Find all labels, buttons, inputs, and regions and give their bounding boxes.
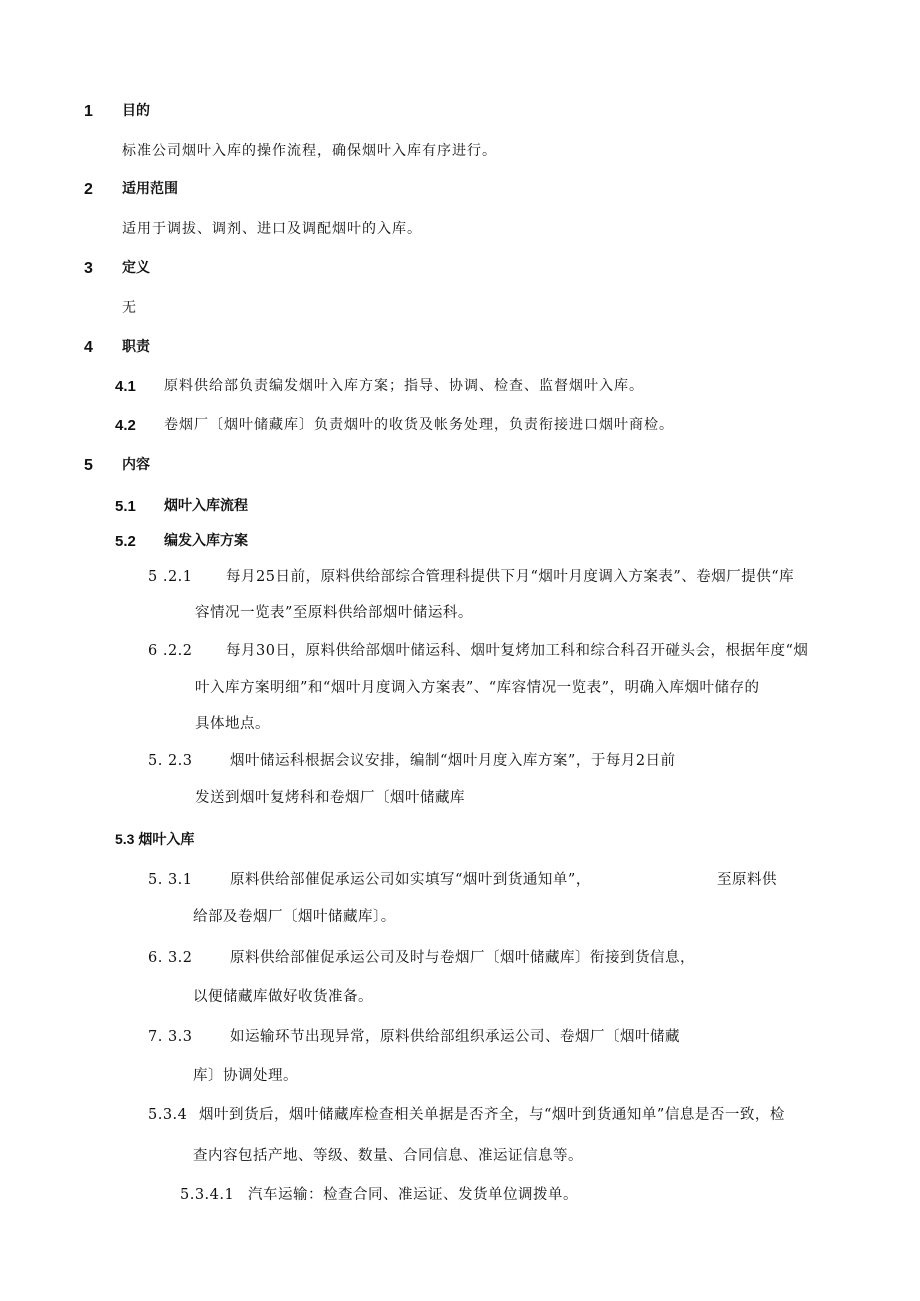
item-4-2-text: 卷烟厂〔烟叶储藏库〕负责烟叶的收货及帐务处理，负责衔接进口烟叶商检。 <box>164 417 674 433</box>
item-5-2-2-number: 6 .2.2 <box>148 643 193 659</box>
item-5-3-4-1-line1: 汽车运输：检查合同、准运证、发货单位调拨单。 <box>248 1187 578 1203</box>
subsection-5-1-number: 5.1 <box>115 498 136 515</box>
item-5-3-3-line2: 库〕协调处理。 <box>193 1068 298 1084</box>
section-4-title: 职责 <box>122 339 150 355</box>
section-3-text: 无 <box>122 300 137 316</box>
item-5-3-3-line1: 如运输环节出现异常，原料供给部组织承运公司、卷烟厂〔烟叶储藏 <box>230 1029 680 1045</box>
item-5-3-2-line1: 原料供给部催促承运公司及时与卷烟厂〔烟叶储藏库〕衔接到货信息， <box>230 950 695 966</box>
item-5-3-1-line2: 给部及卷烟厂〔烟叶储藏库〕。 <box>193 909 396 925</box>
item-5-2-2-line3: 具体地点。 <box>195 716 270 732</box>
item-4-2-number: 4.2 <box>115 417 136 434</box>
item-5-3-3-number: 7. 3.3 <box>148 1029 193 1045</box>
item-5-3-4-number: 5.3.4 <box>148 1107 188 1123</box>
item-5-3-4-line1: 烟叶到货后，烟叶储藏库检查相关单据是否齐全，与“烟叶到货通知单”信息是否一致，检 <box>199 1107 785 1123</box>
item-5-3-2-number: 6. 3.2 <box>148 950 193 966</box>
subsection-5-2-title: 编发入库方案 <box>164 533 248 549</box>
section-4-number: 4 <box>84 339 93 356</box>
item-5-3-4-1-number: 5.3.4.1 <box>180 1187 235 1203</box>
item-4-1-number: 4.1 <box>115 378 136 395</box>
section-5-number: 5 <box>84 457 93 474</box>
section-1-number: 1 <box>84 103 93 120</box>
section-5-title: 内容 <box>122 457 150 473</box>
item-5-3-1-number: 5. 3.1 <box>148 872 193 888</box>
section-3-title: 定义 <box>122 260 150 276</box>
item-5-2-3-line1: 烟叶储运科根据会议安排，编制“烟叶月度入库方案”，于每月2日前 <box>230 753 676 769</box>
item-5-2-3-line2: 发送到烟叶复烤科和卷烟厂〔烟叶储藏库 <box>195 790 465 806</box>
section-1-title: 目的 <box>122 103 150 119</box>
section-1-text: 标准公司烟叶入库的操作流程，确保烟叶入库有序进行。 <box>122 143 497 159</box>
item-5-2-2-line1: 每月30日，原料供给部烟叶储运科、烟叶复烤加工科和综合科召开碰头会，根据年度“烟 <box>226 643 809 659</box>
item-5-3-4-line2: 查内容包括产地、等级、数量、合同信息、准运证信息等。 <box>193 1148 583 1164</box>
item-5-2-3-number: 5. 2.3 <box>148 753 193 769</box>
item-4-1-text: 原料供给部负责编发烟叶入库方案；指导、协调、检查、监督烟叶入库。 <box>164 378 644 394</box>
item-5-2-2-line2: 叶入库方案明细”和“烟叶月度调入方案表”、“库容情况一览表”，明确入库烟叶储存的 <box>195 680 760 696</box>
subsection-5-2-number: 5.2 <box>115 533 136 550</box>
section-2-number: 2 <box>84 181 93 198</box>
subsection-5-3-title: 5.3 烟叶入库 <box>115 831 195 847</box>
item-5-3-1-line1b: 至原料供 <box>717 872 777 888</box>
section-2-title: 适用范围 <box>122 181 178 197</box>
section-3-number: 3 <box>84 260 93 277</box>
item-5-3-2-line2: 以便储藏库做好收货准备。 <box>193 989 373 1005</box>
item-5-2-1-line2: 容情况一览表”至原料供给部烟叶储运科。 <box>195 605 473 621</box>
item-5-3-1-line1a: 原料供给部催促承运公司如实填写“烟叶到货通知单”， <box>230 872 591 888</box>
section-2-text: 适用于调拔、调剂、进口及调配烟叶的入库。 <box>122 221 422 237</box>
item-5-2-1-line1: 每月25日前，原料供给部综合管理科提供下月“烟叶月度调入方案表”、卷烟厂提供“库 <box>226 569 795 585</box>
item-5-2-1-number: 5 .2.1 <box>148 569 193 585</box>
subsection-5-1-title: 烟叶入库流程 <box>164 498 248 514</box>
